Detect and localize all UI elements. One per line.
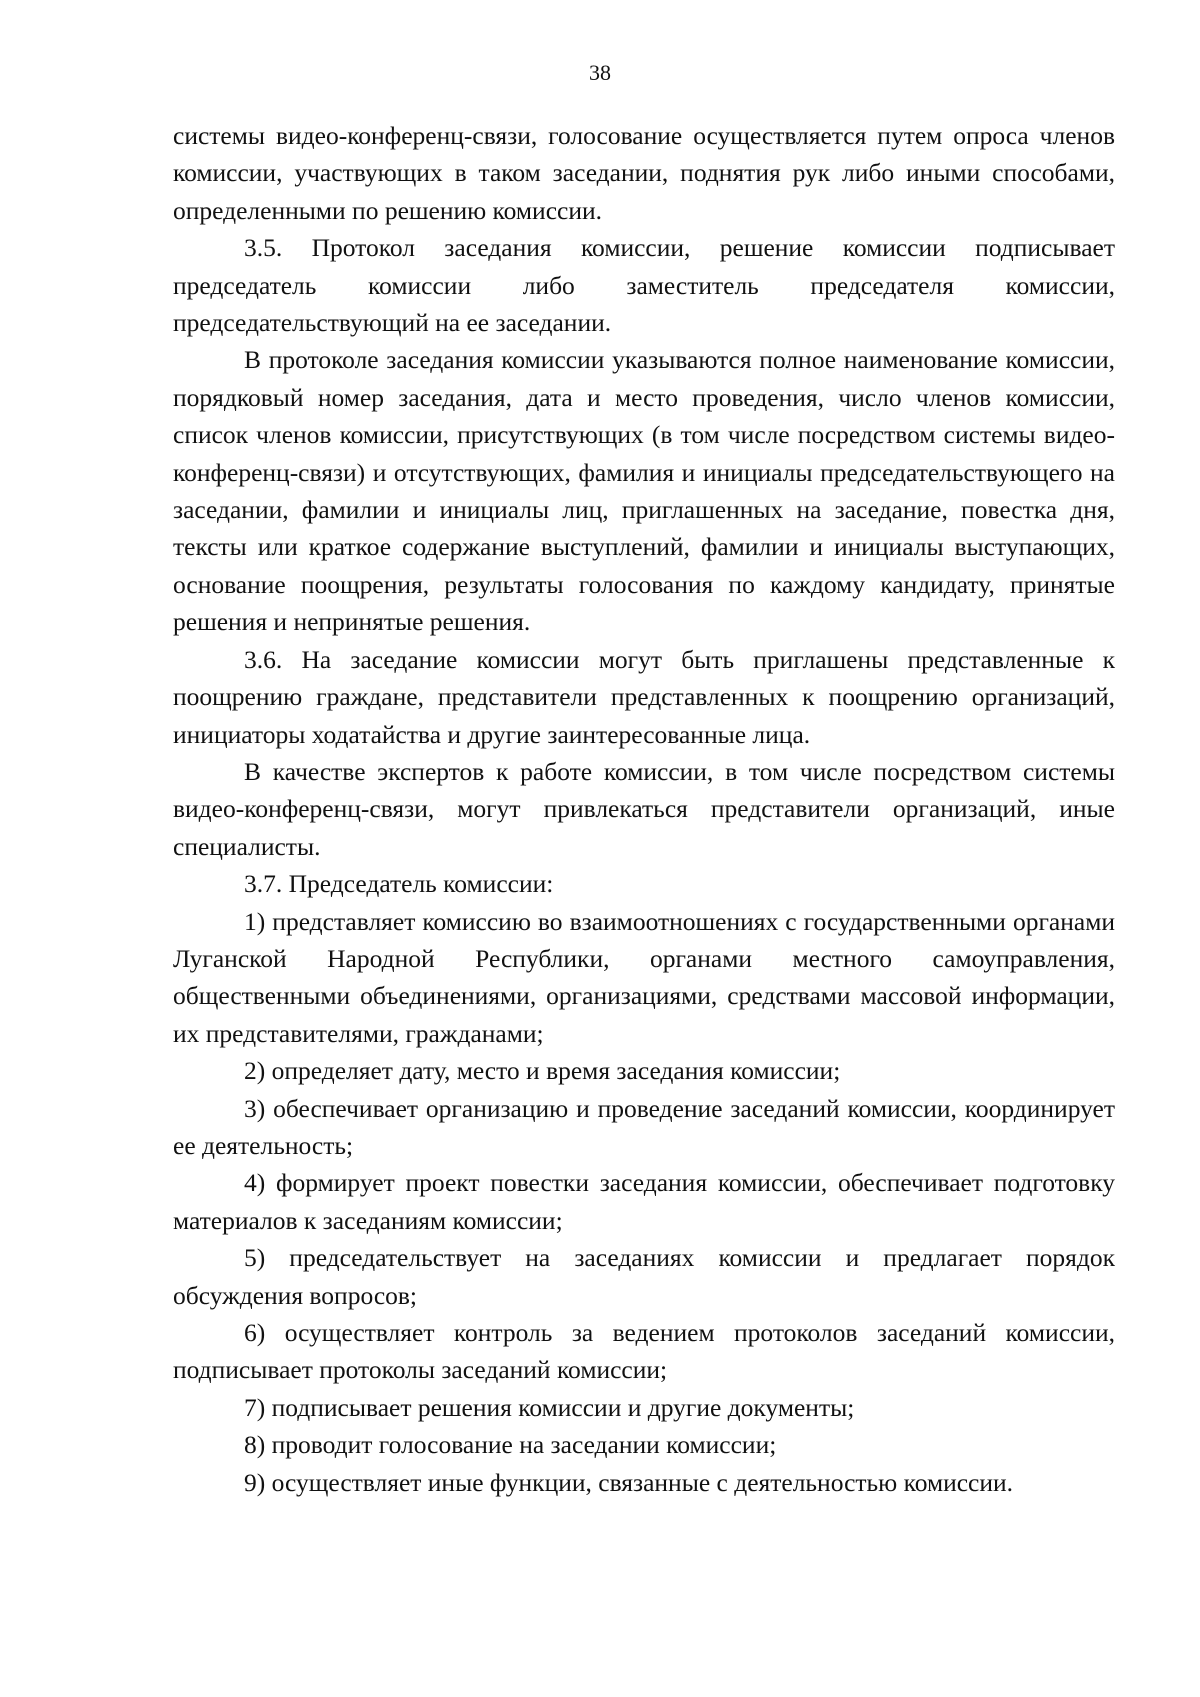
list-item-1: 1) представляет комиссию во взаимоотношениях с государственными органами Луганской Народной Республики, органами местного самоуправления, общественными объединениями, организациями, средствами массовой информации, их представителями, гражданами; <box>173 906 1115 1048</box>
paragraph-experts: В качестве экспертов к работе комиссии, в том числе посредством системы видео-конференц-связи, могут привлекаться представители организаций, иные специалисты. <box>173 756 1115 861</box>
list-item-5: 5) председательствует на заседаниях комиссии и предлагает порядок обсуждения вопросов; <box>173 1243 1115 1310</box>
paragraph-3-6: 3.6. На заседание комиссии могут быть приглашены представленные к поощрению граждане, представители представленных к поощрению организаций, инициаторы ходатайства и другие заинтересованные лица. <box>173 644 1115 749</box>
list-item-7: 7) подписывает решения комиссии и другие документы; <box>244 1392 855 1422</box>
list-item-6: 6) осуществляет контроль за ведением протоколов заседаний комиссии, подписывает протоколы заседаний комиссии; <box>173 1318 1115 1385</box>
document-body <box>173 117 1115 1501</box>
page-number: 38 <box>589 60 611 85</box>
list-item-9: 9) осуществляет иные функции, связанные с деятельностью комиссии. <box>244 1467 1014 1497</box>
paragraph-protocol-contents: В протоколе заседания комиссии указываются полное наименование комиссии, порядковый номер заседания, дата и место проведения, число членов комиссии, список членов комиссии, присутствующих (в том числе посредством системы видео-конференц-связи) и отсутствующих, фамилия и инициалы председательствующего на заседании, фамилии и инициалы лиц, приглашенных на заседание, повестка дня, тексты или краткое содержание выступлений, фамилии и инициалы выступающих, основание поощрения, результаты голосования по каждому кандидату, принятые решения и непринятые решения. <box>173 345 1115 637</box>
list-item-2: 2) определяет дату, место и время заседания комиссии; <box>244 1056 841 1086</box>
list-item-4: 4) формирует проект повестки заседания комиссии, обеспечивает подготовку материалов к заседаниям комиссии; <box>173 1168 1115 1235</box>
list-item-3: 3) обеспечивает организацию и проведение заседаний комиссии, координирует ее деятельность; <box>173 1093 1115 1160</box>
paragraph-3-7: 3.7. Председатель комиссии: <box>244 869 554 899</box>
paragraph-continuation: системы видео-конференц-связи, голосование осуществляется путем опроса членов комиссии, участвующих в таком заседании, поднятия рук либо иными способами, определенными по решению комиссии. <box>173 121 1115 225</box>
list-item-8: 8) проводит голосование на заседании комиссии; <box>244 1430 777 1460</box>
paragraph-3-5: 3.5. Протокол заседания комиссии, решение комиссии подписывает председатель комиссии либо заместитель председателя комиссии, председательствующий на ее заседании. <box>173 233 1115 338</box>
